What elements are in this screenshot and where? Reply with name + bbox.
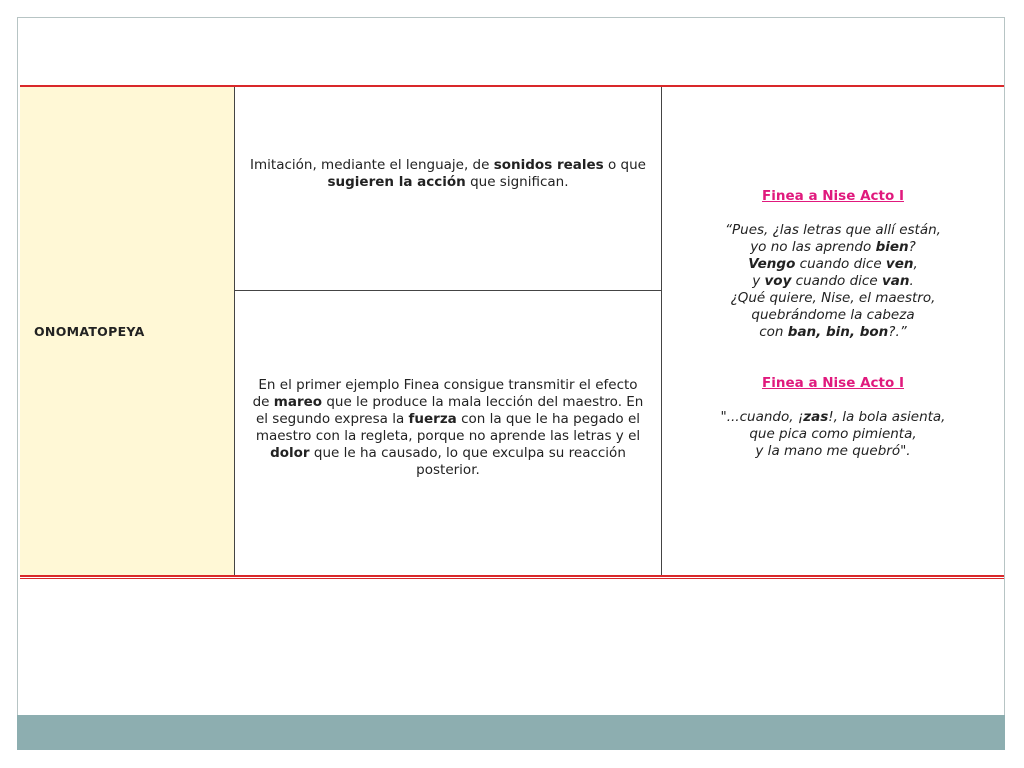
term-cell [20, 87, 235, 575]
examples-cell [662, 87, 1004, 575]
content-table [20, 87, 1004, 575]
example-quote-1: “Pues, ¿las letras que allí están, yo no las aprendo bien? Vengo cuando dice ven, y voy cuando dice van. ¿Qué quiere, Nise, el maestro, quebrándome la cabeza con ban, bin, bon?.” [725, 222, 941, 340]
term-label: ONOMATOPEYA [34, 323, 145, 339]
example-quote-2: "...cuando, ¡zas!, la bola asienta, que pica como pimienta, y la mano me quebró". [720, 409, 946, 459]
bottom-divider-secondary [20, 578, 1004, 579]
definition-text: Imitación, mediante el lenguaje, de sonidos reales o que sugieren la acción que significan. [250, 156, 646, 190]
explanation-cell [235, 291, 662, 575]
example-title-1: Finea a Nise Acto I [762, 188, 904, 204]
explanation-text: En el primer ejemplo Finea consigue transmitir el efecto de mareo que le produce la mala lección del maestro. En el segundo expresa la fuerza con la que le ha pegado el maestro con la regleta, porque no aprende las letras y el dolor que le ha causado, lo que exculpa su reacción posterior. [252, 377, 644, 478]
footer-bar [17, 715, 1005, 750]
bottom-divider [20, 575, 1004, 577]
definition-cell [235, 87, 662, 291]
example-title-2: Finea a Nise Acto I [762, 375, 904, 391]
